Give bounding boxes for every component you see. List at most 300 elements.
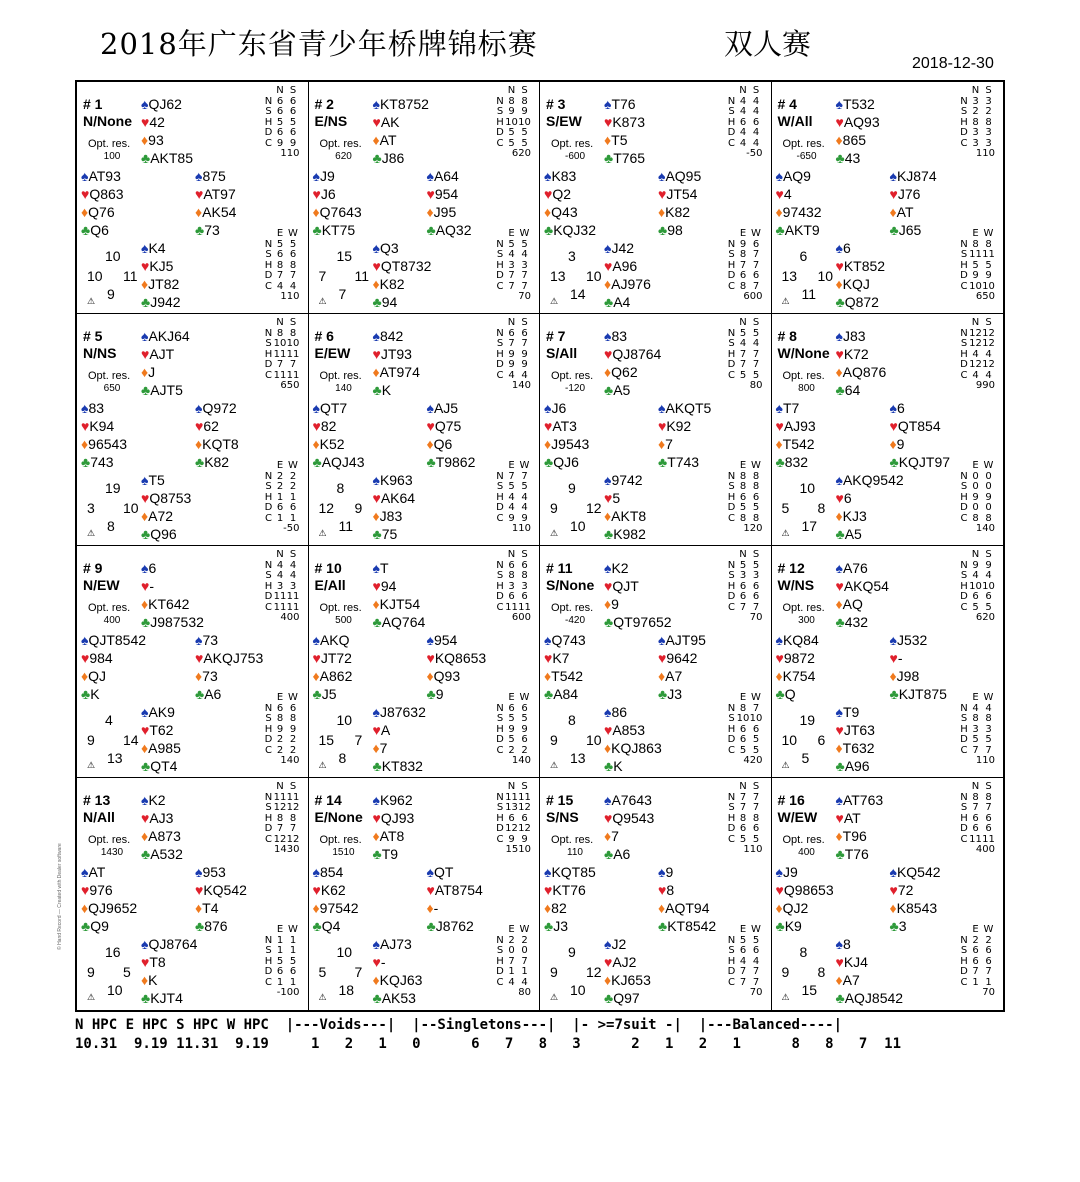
ddt-head-1: E	[276, 228, 284, 239]
holding: J6	[320, 186, 336, 202]
hcp-n: 19	[105, 480, 121, 496]
suit-line	[373, 471, 416, 489]
ddt-cell: 6	[985, 591, 992, 602]
ddt-cell: 6	[739, 723, 747, 735]
ddt-score: 600	[743, 291, 763, 302]
suit-line	[604, 525, 646, 543]
ddt-header	[959, 318, 995, 329]
club-icon: ♣	[372, 150, 382, 166]
diamond-icon: ♦	[604, 364, 612, 380]
holding: AQ32	[435, 222, 472, 238]
heart-icon: ♥	[312, 882, 321, 898]
suit-line	[604, 471, 646, 489]
ddt-cell: D	[727, 502, 736, 513]
hcp-n: 9	[568, 944, 576, 960]
holding: 86	[611, 704, 628, 720]
suit-line	[427, 631, 487, 649]
suit-line	[195, 899, 247, 917]
hcp-e: 10	[817, 268, 834, 284]
holding: T542	[551, 668, 584, 684]
holding: KQT8	[202, 436, 239, 452]
spade-icon: ♠	[141, 240, 149, 256]
warning-icon: ⚠	[318, 296, 327, 306]
heart-icon: ♥	[141, 258, 150, 274]
suit-line	[776, 917, 834, 935]
hand-w	[544, 863, 596, 935]
ddt-row	[727, 946, 763, 957]
suit-line	[427, 881, 483, 899]
spade-icon: ♠	[372, 560, 380, 576]
heart-icon: ♥	[604, 810, 613, 826]
holding: K4	[148, 240, 166, 256]
warning-icon: ⚠	[87, 992, 96, 1002]
ddt-cell: N	[960, 238, 968, 250]
ddt-cell: 6	[276, 106, 284, 117]
holding: A	[380, 722, 391, 738]
board-number: # 13	[83, 792, 111, 808]
suit-line	[776, 417, 816, 435]
ddt-cell: 4	[752, 338, 760, 349]
holding: JT72	[320, 650, 352, 666]
holding: Q75	[434, 418, 462, 434]
suit-line	[195, 881, 247, 899]
ddt-cell: D	[264, 734, 273, 745]
suit-line	[836, 953, 904, 971]
spade-icon: ♠	[775, 632, 783, 648]
ddt-cell: 6	[985, 945, 992, 956]
ddt-cell: 8	[739, 280, 747, 292]
suit-line	[836, 471, 904, 489]
suit-line	[836, 345, 887, 363]
ddt-header	[264, 229, 300, 240]
hand-e	[890, 399, 951, 471]
holding: K62	[320, 882, 346, 898]
ddt-cell: 6	[972, 591, 979, 602]
ddt-cell: 7	[508, 280, 515, 292]
holding: A7	[842, 972, 860, 988]
ddt-head-1: E	[972, 924, 979, 935]
ddt-cell: 4	[276, 559, 284, 571]
ddt-cell: 11	[505, 601, 518, 613]
double-dummy-table-ew	[264, 461, 300, 535]
hcp-s: 9	[107, 286, 115, 302]
ddt-cell: 8	[276, 812, 284, 824]
ddt-cell: 12	[969, 338, 982, 349]
ddt-cell: 5	[508, 238, 515, 250]
ddt-cell: 8	[289, 327, 297, 339]
suit-line	[890, 203, 937, 221]
hand-w	[544, 167, 596, 239]
heart-icon: ♥	[835, 490, 844, 506]
holding: J5	[321, 686, 337, 702]
holding: 42	[149, 114, 165, 130]
suit-line	[195, 167, 236, 185]
suit-line	[890, 221, 937, 239]
ddt-cell: C	[728, 976, 735, 988]
board-number: # 16	[777, 792, 805, 808]
heart-icon: ♥	[312, 650, 321, 666]
diamond-icon: ♦	[372, 132, 380, 148]
ddt-cell: 10	[736, 713, 750, 724]
ddt-head-1: N	[739, 549, 747, 560]
hcp-e: 12	[586, 500, 602, 516]
holding: 954	[434, 186, 459, 202]
hand-n	[373, 95, 429, 167]
heart-icon: ♥	[372, 722, 381, 738]
ddt-cell: S	[496, 945, 504, 956]
holding: JT93	[380, 346, 412, 362]
suit-line	[81, 649, 146, 667]
opt-result-label: Opt. res.	[88, 370, 131, 382]
hand-w	[544, 631, 586, 703]
suit-line	[776, 667, 819, 685]
ddt-cell: C	[496, 601, 504, 613]
holding: QJ8764	[148, 936, 198, 952]
ddt-header	[495, 925, 531, 936]
suit-line	[836, 935, 904, 953]
suit-line	[604, 381, 661, 399]
hand-n	[604, 791, 654, 863]
hand-e	[890, 631, 947, 703]
spade-icon: ♠	[775, 168, 783, 184]
ddt-head-1: N	[971, 781, 980, 792]
ddt-cell: 9	[985, 559, 992, 571]
heart-icon: ♥	[544, 650, 553, 666]
hcp-e: 7	[354, 732, 363, 748]
ddt-cell: 3	[985, 95, 992, 107]
club-icon: ♣	[426, 686, 436, 702]
hcp-n: 10	[105, 248, 121, 264]
holding: T76	[844, 846, 869, 862]
holding: T542	[782, 436, 815, 452]
suit-line	[836, 971, 904, 989]
double-dummy-table-ew	[727, 925, 763, 999]
holding: JT82	[148, 276, 180, 292]
ddt-cell: 8	[289, 259, 297, 271]
hand-n	[141, 791, 183, 863]
ddt-cell: N	[264, 470, 273, 482]
holding: AJ5	[433, 400, 459, 416]
holding: T7	[782, 400, 800, 416]
ddt-cell: 12	[518, 823, 531, 834]
ddt-score: 110	[743, 844, 763, 855]
hcp-s: 7	[338, 286, 347, 302]
ddt-row	[495, 339, 531, 350]
hcp-w: 9	[550, 964, 558, 980]
ddt-cell: 6	[752, 491, 760, 503]
ddt-head-2: S	[521, 317, 528, 328]
suit-line	[658, 399, 711, 417]
club-icon: ♣	[604, 846, 614, 862]
holding: AT97	[203, 186, 236, 202]
ddt-cell: H	[496, 812, 504, 824]
heart-icon: ♥	[372, 578, 381, 594]
holding: 9	[611, 596, 619, 612]
holding: QJ9652	[88, 900, 138, 916]
ddt-cell: 3	[752, 570, 760, 581]
ddt-cell: N	[496, 470, 504, 482]
ddt-cell: S	[728, 945, 735, 956]
ddt-cell: 2	[289, 481, 297, 492]
spade-icon: ♠	[372, 936, 380, 952]
holding: 876	[204, 918, 228, 934]
ddt-cell: 2	[508, 744, 515, 756]
ddt-score: 650	[975, 291, 995, 302]
ddt-cell: S	[265, 249, 272, 260]
warning-icon: ⚠	[550, 528, 559, 538]
club-icon: ♣	[372, 526, 382, 542]
ddt-cell: 4	[521, 502, 528, 513]
ddt-cell: C	[728, 833, 735, 845]
double-dummy-table-ns	[264, 86, 300, 160]
club-icon: ♣	[141, 990, 151, 1006]
ddt-score: 70	[749, 612, 763, 623]
suit-line	[313, 649, 353, 667]
ddt-cell: 4	[752, 955, 760, 967]
holding: K52	[319, 436, 345, 452]
ddt-cell: C	[265, 512, 272, 524]
heart-icon: ♥	[889, 650, 898, 666]
ddt-header	[959, 229, 995, 240]
event-date: 2018-12-30	[912, 55, 994, 72]
diamond-icon: ♦	[141, 828, 149, 844]
ddt-cell: 9	[521, 512, 528, 524]
ddt-cell: 6	[521, 702, 528, 714]
ddt-cell: D	[496, 127, 504, 138]
holding: AJ2	[612, 954, 637, 970]
holding: T9	[842, 704, 860, 720]
holding: 865	[842, 132, 867, 148]
ddt-cell: 12	[982, 338, 995, 349]
board-cell	[540, 546, 772, 778]
holding: -	[897, 650, 903, 666]
club-icon: ♣	[604, 990, 614, 1006]
ddt-cell: S	[728, 249, 735, 260]
ddt-cell: 11	[982, 249, 995, 260]
holding: 9642	[666, 650, 698, 666]
holding: J83	[379, 508, 403, 524]
double-dummy-table-ew	[727, 461, 763, 535]
ddt-cell: C	[960, 369, 968, 381]
suit-line	[836, 131, 880, 149]
holding: AQ876	[842, 364, 887, 380]
ddt-cell: C	[960, 601, 968, 613]
ddt-cell: S	[496, 106, 504, 117]
ddt-row	[264, 503, 300, 514]
suit-line	[544, 399, 589, 417]
club-icon: ♣	[835, 382, 845, 398]
ddt-cell: H	[960, 580, 968, 592]
suit-line	[836, 293, 886, 311]
double-dummy-table-ew	[264, 925, 300, 999]
hand-n	[141, 95, 193, 167]
suit-line	[141, 577, 204, 595]
ddt-cell: 6	[289, 249, 297, 260]
holding: T96	[842, 828, 867, 844]
suit-line	[890, 649, 947, 667]
spade-icon: ♠	[835, 472, 843, 488]
ddt-cell: 4	[972, 348, 979, 360]
holding: AJT95	[665, 632, 706, 648]
heart-icon: ♥	[835, 258, 844, 274]
opt-result-label: Opt. res.	[782, 602, 825, 614]
diamond-icon: ♦	[835, 508, 843, 524]
heart-icon: ♥	[658, 418, 667, 434]
board-number: # 10	[314, 560, 342, 576]
ddt-cell: 6	[752, 116, 760, 128]
diamond-icon: ♦	[81, 668, 89, 684]
ddt-cell: H	[960, 812, 968, 824]
ddt-head-2: W	[751, 924, 761, 935]
ddt-cell: 0	[508, 945, 515, 956]
double-dummy-table-ns	[264, 550, 300, 624]
ddt-cell: 8	[508, 570, 515, 581]
suit-line	[658, 435, 711, 453]
suit-line	[313, 185, 362, 203]
ddt-cell: 7	[521, 270, 528, 281]
ddt-cell: 4	[521, 976, 528, 988]
suit-line	[373, 257, 432, 275]
warning-icon: ⚠	[781, 760, 790, 770]
ddt-cell: C	[960, 976, 968, 988]
ddt-cell: 11	[969, 249, 982, 260]
suit-line	[836, 327, 887, 345]
ddt-cell: 0	[985, 470, 992, 482]
ddt-header	[959, 86, 995, 97]
holding: Q43	[551, 204, 578, 220]
suit-line	[658, 453, 711, 471]
ddt-head-1: N	[739, 317, 747, 328]
ddt-cell: 9	[521, 106, 528, 117]
spade-icon: ♠	[81, 400, 89, 416]
ddt-head-2: S	[289, 317, 297, 328]
ddt-cell: 5	[752, 744, 760, 756]
suit-line	[776, 453, 816, 471]
holding: AJ73	[379, 936, 412, 952]
holding: 72	[897, 882, 914, 898]
spade-icon: ♠	[604, 472, 612, 488]
opt-result-value: 110	[567, 847, 583, 858]
holding: K8543	[896, 900, 938, 916]
ddt-cell: 9	[508, 512, 515, 524]
ddt-cell: 9	[289, 723, 297, 735]
ddt-row	[727, 503, 763, 514]
spade-icon: ♠	[141, 472, 149, 488]
holding: 984	[89, 650, 113, 666]
double-dummy-table-ew	[495, 461, 531, 535]
ddt-header	[959, 925, 995, 936]
hand-e	[658, 863, 716, 935]
suit-line	[658, 185, 701, 203]
suit-line	[658, 899, 716, 917]
ddt-cell: N	[727, 327, 736, 339]
diamond-icon: ♦	[81, 436, 89, 452]
ddt-cell: 7	[521, 338, 528, 349]
ddt-header	[264, 693, 300, 704]
ddt-head-1: N	[276, 549, 284, 560]
suit-line	[836, 149, 880, 167]
suit-line	[658, 203, 701, 221]
spade-icon: ♠	[141, 96, 149, 112]
hand-s	[836, 935, 904, 1007]
suit-line	[604, 703, 662, 721]
heart-icon: ♥	[658, 186, 667, 202]
ddt-cell: 2	[508, 934, 515, 946]
warning-icon: ⚠	[87, 296, 96, 306]
diamond-icon: ♦	[312, 436, 320, 452]
holding: J76	[897, 186, 921, 202]
ddt-cell: 4	[521, 491, 528, 503]
holding: QJ	[88, 668, 107, 684]
suit-line	[373, 239, 432, 257]
ddt-cell: N	[727, 559, 736, 571]
holding: KJ874	[896, 168, 937, 184]
ddt-cell: 6	[985, 823, 992, 834]
ddt-cell: N	[264, 238, 273, 250]
spade-icon: ♠	[195, 864, 203, 880]
suit-line	[836, 239, 886, 257]
ddt-cell: 11	[969, 833, 982, 845]
hcp-w: 13	[781, 268, 798, 284]
ddt-head-2: S	[752, 549, 760, 560]
ddt-cell: 5	[985, 734, 992, 745]
ddt-cell: 2	[521, 744, 528, 756]
suit-line	[604, 577, 672, 595]
ddt-cell: 8	[521, 95, 528, 107]
suit-line	[141, 345, 190, 363]
ddt-cell: 11	[518, 791, 531, 803]
club-icon: ♣	[81, 918, 91, 934]
hand-w	[313, 631, 353, 703]
spade-icon: ♠	[835, 792, 843, 808]
ddt-cell: N	[264, 934, 273, 946]
club-icon: ♣	[544, 918, 554, 934]
ddt-header	[959, 782, 995, 793]
spade-icon: ♠	[658, 632, 666, 648]
club-icon: ♣	[658, 686, 668, 702]
club-icon: ♣	[141, 614, 151, 630]
ddt-header	[727, 461, 763, 472]
board-cell	[772, 314, 1004, 546]
ddt-cell: 8	[739, 470, 747, 482]
opt-result-value: 500	[335, 615, 352, 626]
ddt-cell: D	[496, 823, 504, 834]
spade-icon: ♠	[372, 792, 380, 808]
suit-line	[195, 221, 236, 239]
hand-w	[81, 399, 127, 471]
hand-e	[890, 167, 937, 239]
ddt-cell: 4	[739, 338, 747, 349]
ddt-cell: 1	[276, 945, 284, 956]
heart-icon: ♥	[604, 114, 613, 130]
ddt-cell: 0	[985, 481, 992, 492]
suit-line	[836, 809, 884, 827]
ddt-cell: 1	[289, 491, 297, 503]
ddt-score: -50	[283, 523, 300, 534]
holding: 832	[784, 454, 809, 470]
ddt-score: -100	[276, 987, 300, 998]
ddt-cell: 6	[739, 270, 747, 281]
suit-line	[141, 363, 190, 381]
ddt-cell: H	[727, 580, 736, 592]
holding: K82	[204, 454, 230, 470]
hand-s	[604, 935, 651, 1007]
diamond-icon: ♦	[889, 204, 897, 220]
ddt-cell: D	[496, 502, 504, 513]
diamond-icon: ♦	[141, 508, 149, 524]
heart-icon: ♥	[81, 186, 90, 202]
opt-result-label: Opt. res.	[319, 834, 362, 846]
